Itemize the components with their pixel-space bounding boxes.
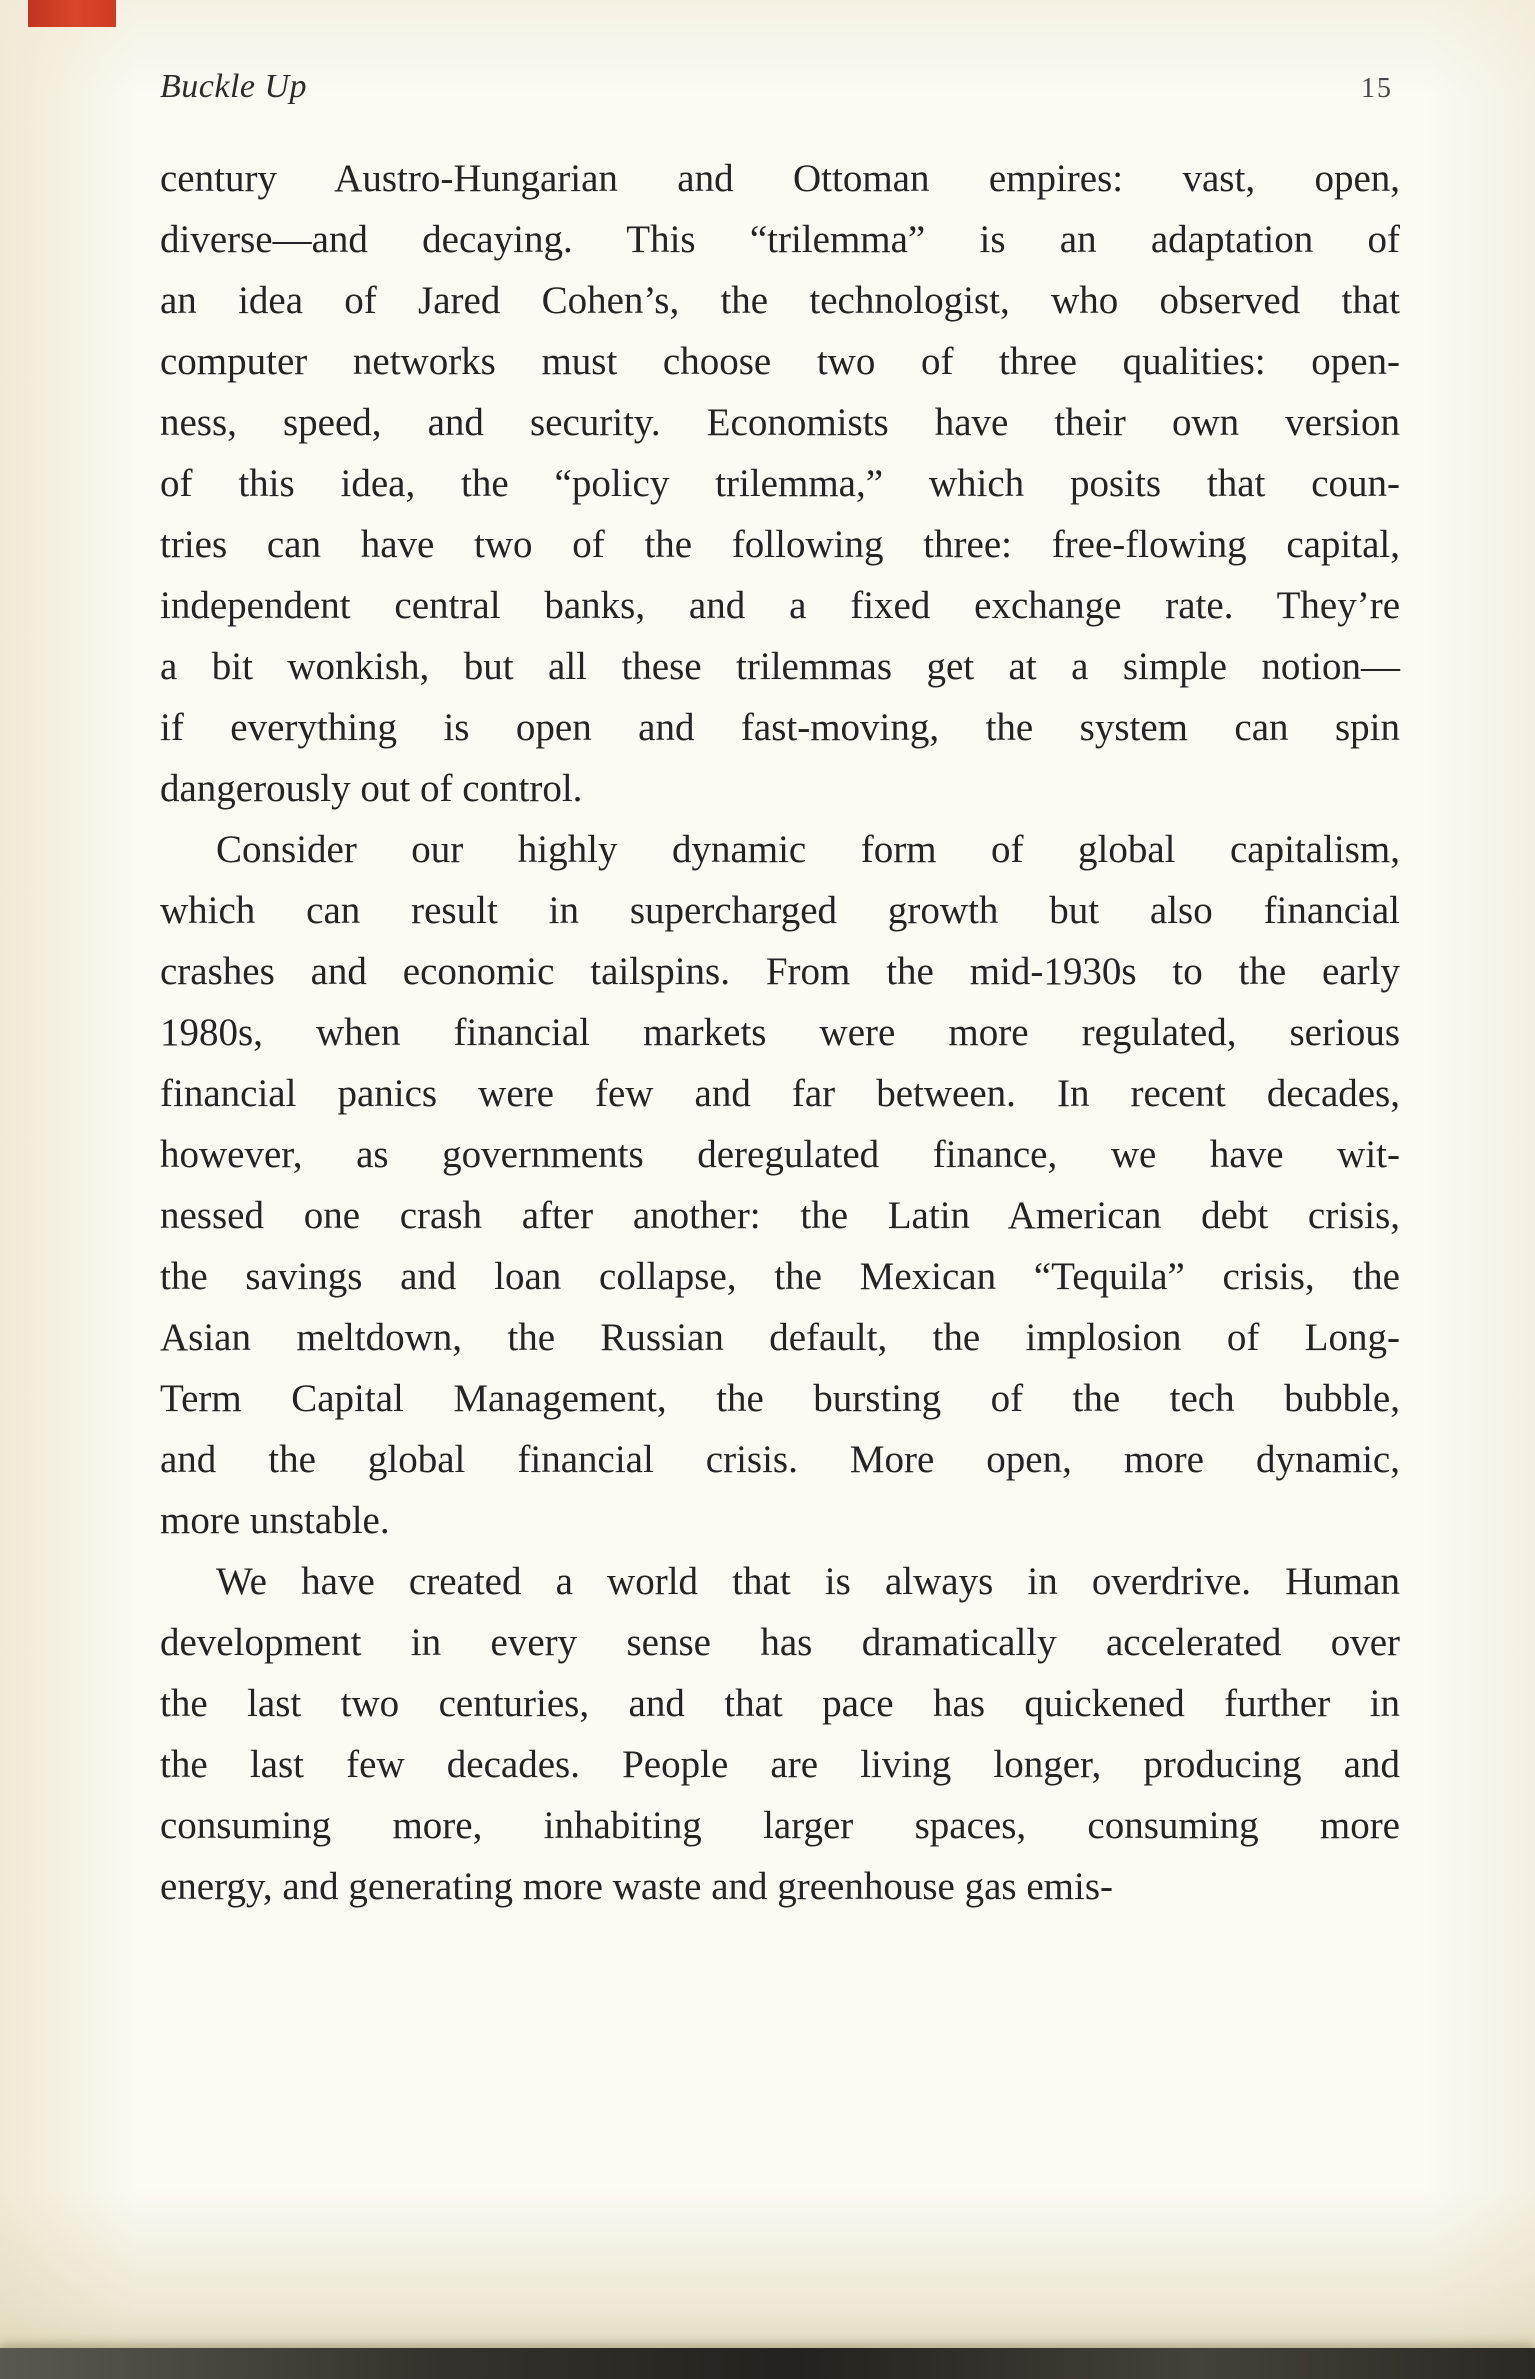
text-line: nessed one crash after another: the Latin American debt crisis, xyxy=(160,1194,1400,1237)
text-line: a bit wonkish, but all these trilemmas get at a simple notion— xyxy=(160,645,1400,688)
text-line: century Austro-Hungarian and Ottoman empires: vast, open, xyxy=(160,157,1400,200)
text-line: crashes and economic tailspins. From the mid-1930s to the early xyxy=(160,950,1400,993)
scan-artifact-red-mark xyxy=(28,0,116,27)
text-line: and the global financial crisis. More open, more dynamic, xyxy=(160,1438,1400,1481)
text-line: 1980s, when financial markets were more regulated, serious xyxy=(160,1011,1400,1054)
text-line: Asian meltdown, the Russian default, the implosion of Long- xyxy=(160,1316,1400,1359)
page-number: 15 xyxy=(1361,73,1393,104)
running-title: Buckle Up xyxy=(160,68,308,105)
text-line: the last few decades. People are living longer, producing and xyxy=(160,1743,1400,1786)
text-block xyxy=(160,148,1400,1917)
text-line: We have created a world that is always in overdrive. Human xyxy=(216,1560,1400,1603)
text-line: Term Capital Management, the bursting of the tech bubble, xyxy=(160,1377,1400,1420)
text-line: development in every sense has dramatically accelerated over xyxy=(160,1621,1400,1664)
text-line: which can result in supercharged growth but also financial xyxy=(160,889,1400,932)
text-line: if everything is open and fast-moving, the system can spin xyxy=(160,706,1400,749)
text-line: consuming more, inhabiting larger spaces, consuming more xyxy=(160,1804,1400,1847)
text-line: of this idea, the “policy trilemma,” which posits that coun- xyxy=(160,462,1400,505)
text-line: energy, and generating more waste and greenhouse gas emis- xyxy=(160,1865,1113,1908)
text-line: the savings and loan collapse, the Mexican “Tequila” crisis, the xyxy=(160,1255,1400,1298)
text-line: diverse—and decaying. This “trilemma” is an adaptation of xyxy=(160,218,1400,261)
text-line: an idea of Jared Cohen’s, the technologist, who observed that xyxy=(160,279,1400,322)
text-line: however, as governments deregulated finance, we have wit- xyxy=(160,1133,1400,1176)
text-line: dangerously out of control. xyxy=(160,767,583,810)
text-line: independent central banks, and a fixed exchange rate. They’re xyxy=(160,584,1400,627)
scan-artifact-bottom-bar xyxy=(0,2348,1535,2379)
page-header xyxy=(160,68,1393,106)
text-line: computer networks must choose two of three qualities: open- xyxy=(160,340,1400,383)
text-line: ness, speed, and security. Economists have their own version xyxy=(160,401,1400,444)
text-line: more unstable. xyxy=(160,1499,390,1542)
text-line: financial panics were few and far between. In recent decades, xyxy=(160,1072,1400,1115)
text-line: the last two centuries, and that pace has quickened further in xyxy=(160,1682,1400,1725)
text-line: tries can have two of the following three: free-flowing capital, xyxy=(160,523,1400,566)
text-line: Consider our highly dynamic form of global capitalism, xyxy=(216,828,1400,871)
